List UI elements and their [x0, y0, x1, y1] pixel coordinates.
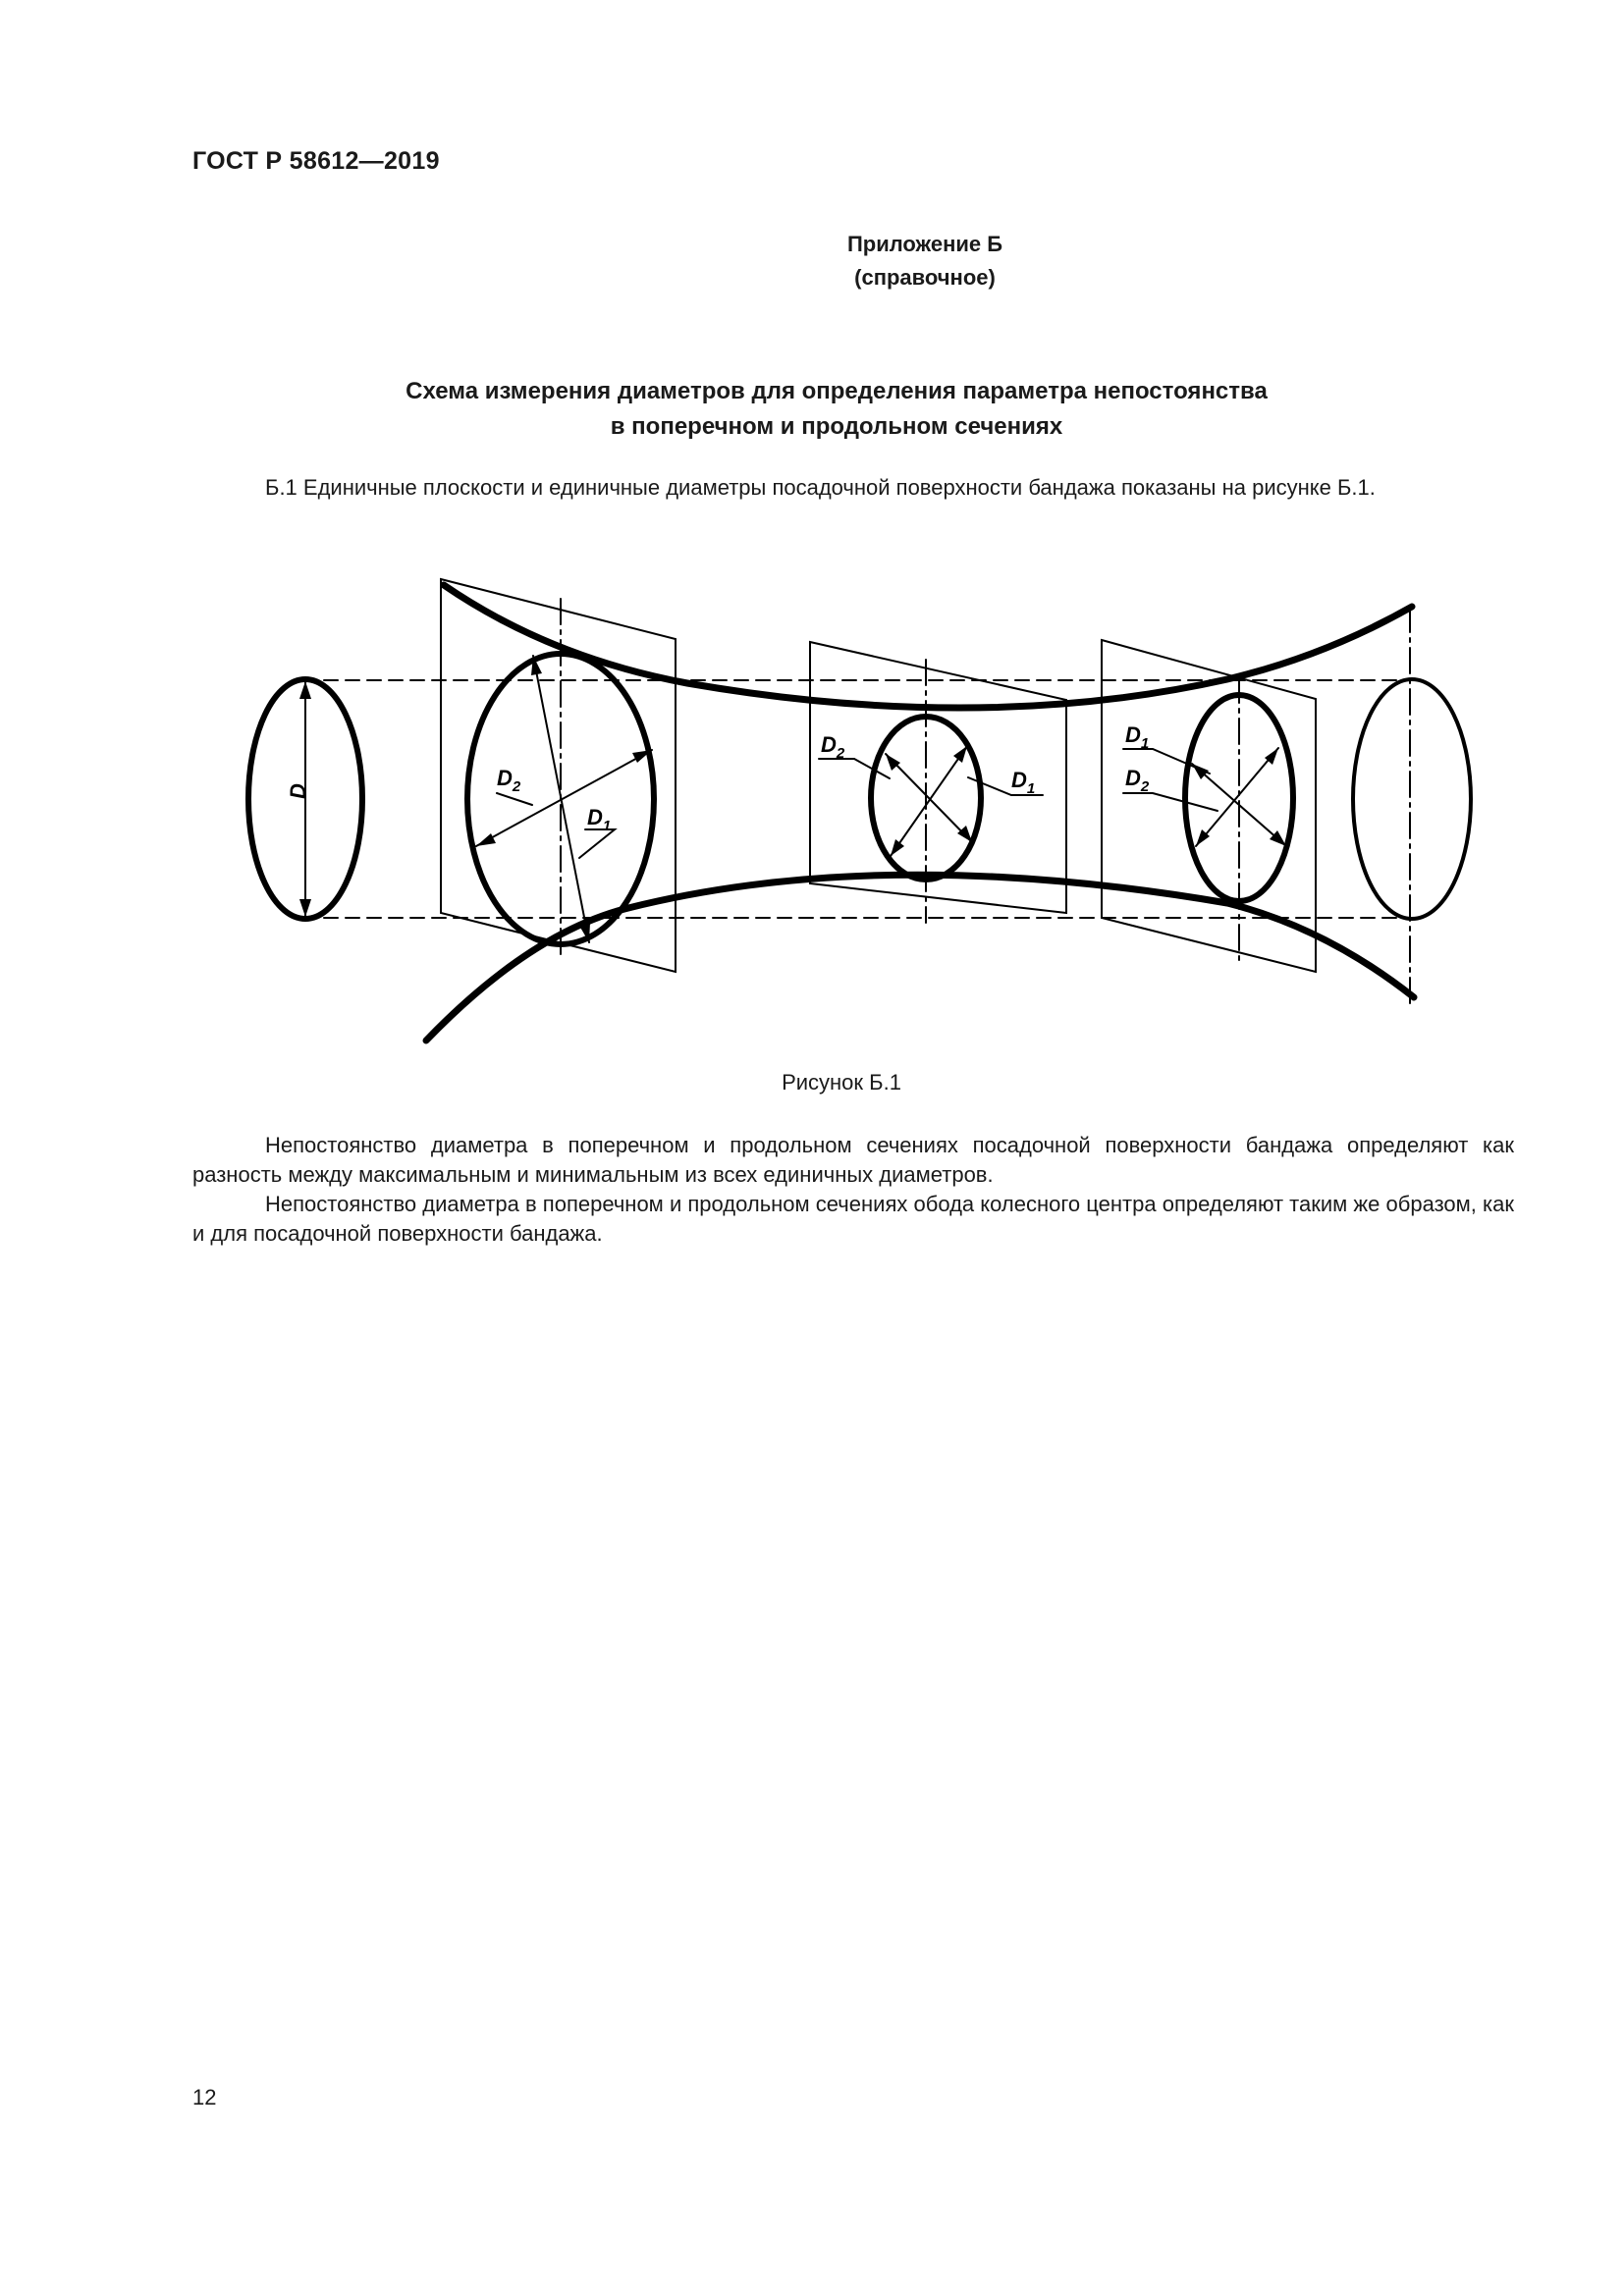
label-d2-right: $D_2$: [1125, 766, 1150, 795]
end-ellipse-right: [1353, 679, 1471, 919]
paragraph-definition: [192, 1131, 1514, 1190]
paragraph-b1-text: Б.1 Единичные плоскости и единичные диаметры посадочной поверхности бандажа показаны на рисунке Б.1.: [265, 475, 1376, 500]
label-d2-middle: $D_2$: [821, 732, 845, 762]
section-title-line1: Схема измерения диаметров для определения параметра непостоянства: [406, 378, 1268, 404]
appendix-label: Приложение Б: [846, 232, 1003, 256]
appendix-heading: [0, 228, 1624, 294]
paragraph-definition-text: Непостоянство диаметра в поперечном и продольном сечениях посадочной поверхности бандажа определяют как разность между максимальным и минимальным из всех единичных диаметров.: [192, 1133, 1514, 1187]
upper-profile-curve: [444, 585, 1412, 708]
figure-caption-text: Рисунок Б.1: [782, 1070, 901, 1095]
label-d1-middle: $D_1$: [1011, 768, 1036, 797]
document-code: ГОСТ Р 58612—2019: [192, 147, 440, 175]
section-title: [0, 374, 1624, 445]
paragraph-wheel-center-text: Непостоянство диаметра в поперечном и продольном сечениях обода колесного центра определяют таким же образом, как и для посадочной поверхности бандажа.: [192, 1192, 1514, 1246]
label-d: D: [286, 783, 310, 799]
appendix-type: (справочное): [854, 265, 996, 290]
paragraph-wheel-center: [192, 1190, 1514, 1249]
section-plane-left: [441, 579, 676, 972]
figure-b1-diagram: [0, 550, 1624, 1060]
label-d2-left: $D_2$: [497, 766, 521, 795]
label-d1-left: $D_1$: [587, 805, 612, 834]
figure-caption: [0, 1070, 1624, 1095]
lower-profile-curve: [426, 875, 1414, 1041]
page-number: 12: [192, 2085, 217, 2109]
label-d1-right: $D_1$: [1125, 722, 1150, 752]
section-title-line2: в поперечном и продольном сечениях: [610, 413, 1063, 440]
paragraph-b1: [192, 473, 1514, 503]
